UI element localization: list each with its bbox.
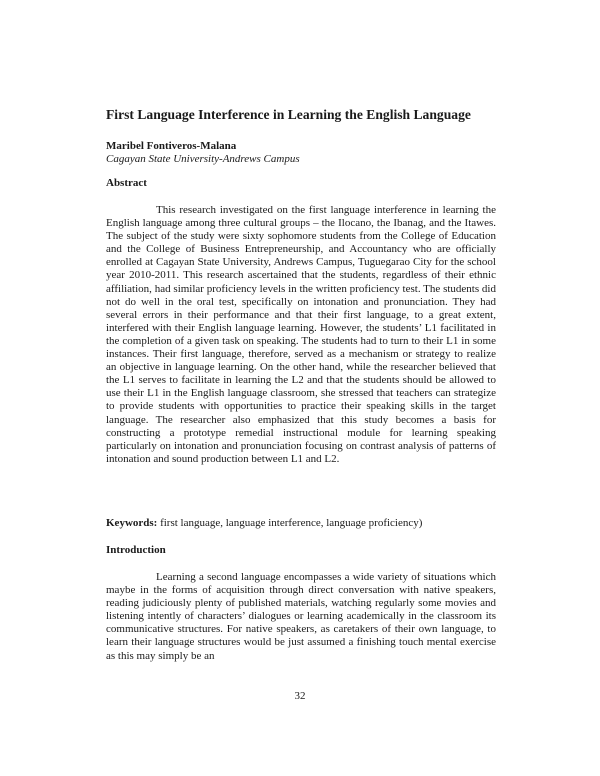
introduction-text: Learning a second language encompasses a wide variety of situations which maybe in the forms of acquisition through direct conversation with native speakers, reading judiciously plenty of published materials, watching regularly some movies and listening intently of characters’ dialogues or learning academically in the classroom its communicative structures. For native speakers, as caretakers of their own language, to learn their language structures would be just assumed a finishing touch mental exercise as this may simply be an (106, 571, 496, 662)
author-affiliation: Cagayan State University-Andrews Campus (106, 153, 300, 165)
keywords-line (106, 517, 422, 529)
keywords-text: first language, language interference, language proficiency) (160, 517, 423, 529)
author-name: Maribel Fontiveros-Malana (106, 140, 237, 152)
abstract-text: This research investigated on the first language interference in learning the English language among three cultural groups – the Ilocano, the Ibanag, and the Itawes. The subject of the study were sixty sophomore students from the College of Education and the College of Business Entrepreneurship, and Accountancy who are officially enrolled at Cagayan State University, Andrews Campus, Tuguegarao City for the school year 2010-2011. This research ascertained that the students, regardless of their ethnic affiliation, had similar proficiency levels in the written proficiency test. The students did not do well in the oral test, specifically on intonation and pronunciation. They had several errors in their performance and that their first language, to a great extent, interfered with their English language learning. However, the students’ L1 facilitated in the completion of a given task on speaking. The students had to turn to their L1 in some instances. Their first language, therefore, served as a mechanism or strategy to realize an objective in language learning. On the other hand, while the researcher believed that the L1 serves to facilitate in learning the L2 and that the students should be allowed to use their L1 in the English language classroom, she stressed that teachers can strategize to provide students with opportunities to practice their speaking skills in the target language. The researcher also emphasized that this study becomes a basis for constructing a prototype remedial instructional module for learning speaking particularly on intonation and pronunciation focusing on contrast analysis of patterns of intonation and sound production between L1 and L2. (106, 204, 496, 465)
page-number: 32 (294, 690, 306, 702)
paper-title: First Language Interference in Learning the English Language (106, 107, 471, 122)
introduction-heading: Introduction (106, 544, 166, 556)
abstract-heading: Abstract (106, 177, 147, 189)
keywords-label: Keywords: (106, 517, 158, 529)
